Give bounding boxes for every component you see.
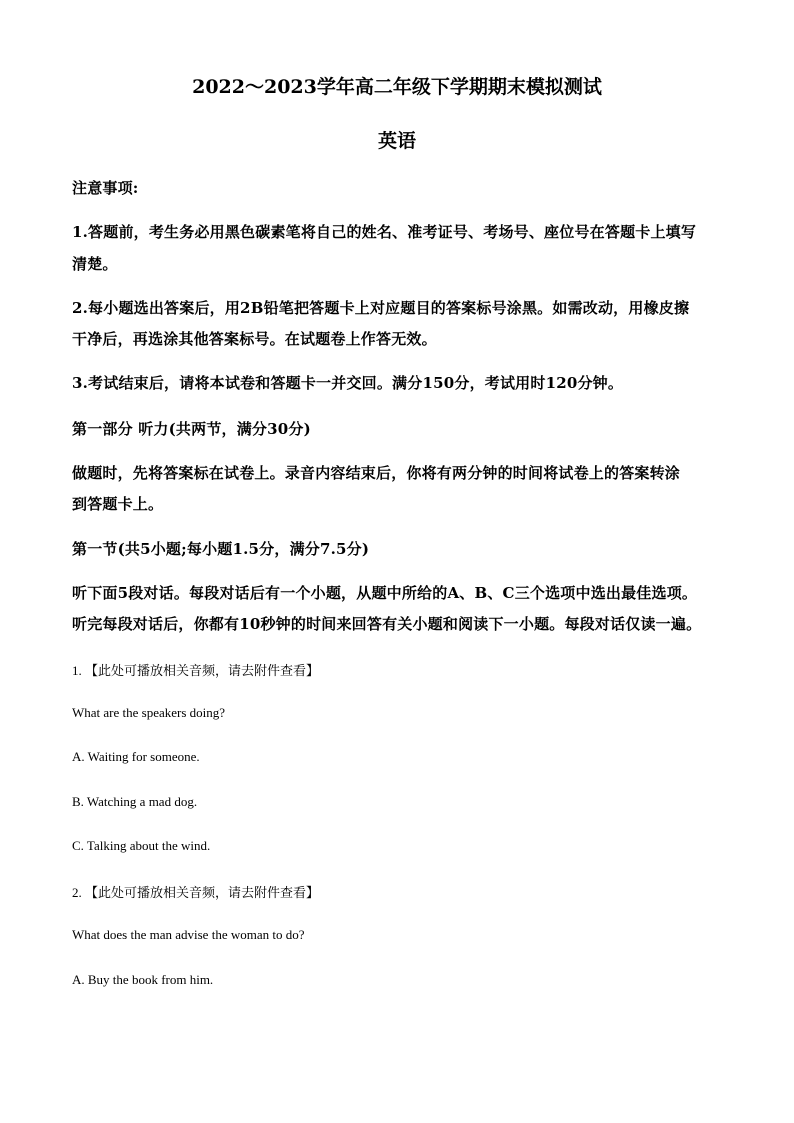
notice-item-2-line-1: 2.每小题选出答案后，用2B铅笔把答题卡上对应题目的答案标号涂黑。如需改动，用橡皮擦 bbox=[72, 299, 690, 317]
part1-heading: 第一部分 听力(共两节，满分30分) bbox=[72, 420, 311, 438]
section1-instructions-line-2: 听完每段对话后，你都有10秒钟的时间来回答有关小题和阅读下一小题。每段对话仅读一遍。 bbox=[72, 615, 702, 633]
part1-instructions-line-2: 到答题卡上。 bbox=[72, 495, 164, 513]
subject-title: 英语 bbox=[377, 130, 416, 152]
question-1-option-c: C. Talking about the wind. bbox=[72, 838, 211, 853]
question-1-stem: What are the speakers doing? bbox=[72, 705, 226, 720]
question-2-audio-link[interactable]: 2. 【此处可播放相关音频，请去附件查看】 bbox=[72, 885, 320, 900]
question-2-option-a: A. Buy the book from him. bbox=[72, 972, 214, 987]
page-title: 2022～2023学年高二年级下学期期末模拟测试 bbox=[192, 76, 602, 98]
part1-instructions-line-1: 做题时，先将答案标在试卷上。录音内容结束后，你将有两分钟的时间将试卷上的答案转涂 bbox=[72, 464, 681, 482]
section1-heading: 第一节(共5小题;每小题1.5分，满分7.5分) bbox=[72, 540, 370, 558]
notice-heading: 注意事项: bbox=[72, 179, 139, 197]
question-1-option-a: A. Waiting for someone. bbox=[72, 749, 200, 764]
notice-item-2-line-2: 干净后，再选涂其他答案标号。在试题卷上作答无效。 bbox=[72, 330, 437, 348]
section1-instructions-line-1: 听下面5段对话。每段对话后有一个小题，从题中所给的A、B、C三个选项中选出最佳选项。 bbox=[72, 584, 698, 602]
question-1-audio-link[interactable]: 1. 【此处可播放相关音频，请去附件查看】 bbox=[72, 663, 320, 678]
notice-item-1-line-2: 清楚。 bbox=[72, 255, 118, 273]
question-2-stem: What does the man advise the woman to do? bbox=[72, 927, 305, 942]
question-1-option-b: B. Watching a mad dog. bbox=[72, 794, 198, 809]
notice-item-1-line-1: 1.答题前，考生务必用黑色碳素笔将自己的姓名、准考证号、考场号、座位号在答题卡上填写 bbox=[72, 223, 697, 241]
notice-item-3: 3.考试结束后，请将本试卷和答题卡一并交回。满分150分，考试用时120分钟。 bbox=[72, 374, 624, 392]
